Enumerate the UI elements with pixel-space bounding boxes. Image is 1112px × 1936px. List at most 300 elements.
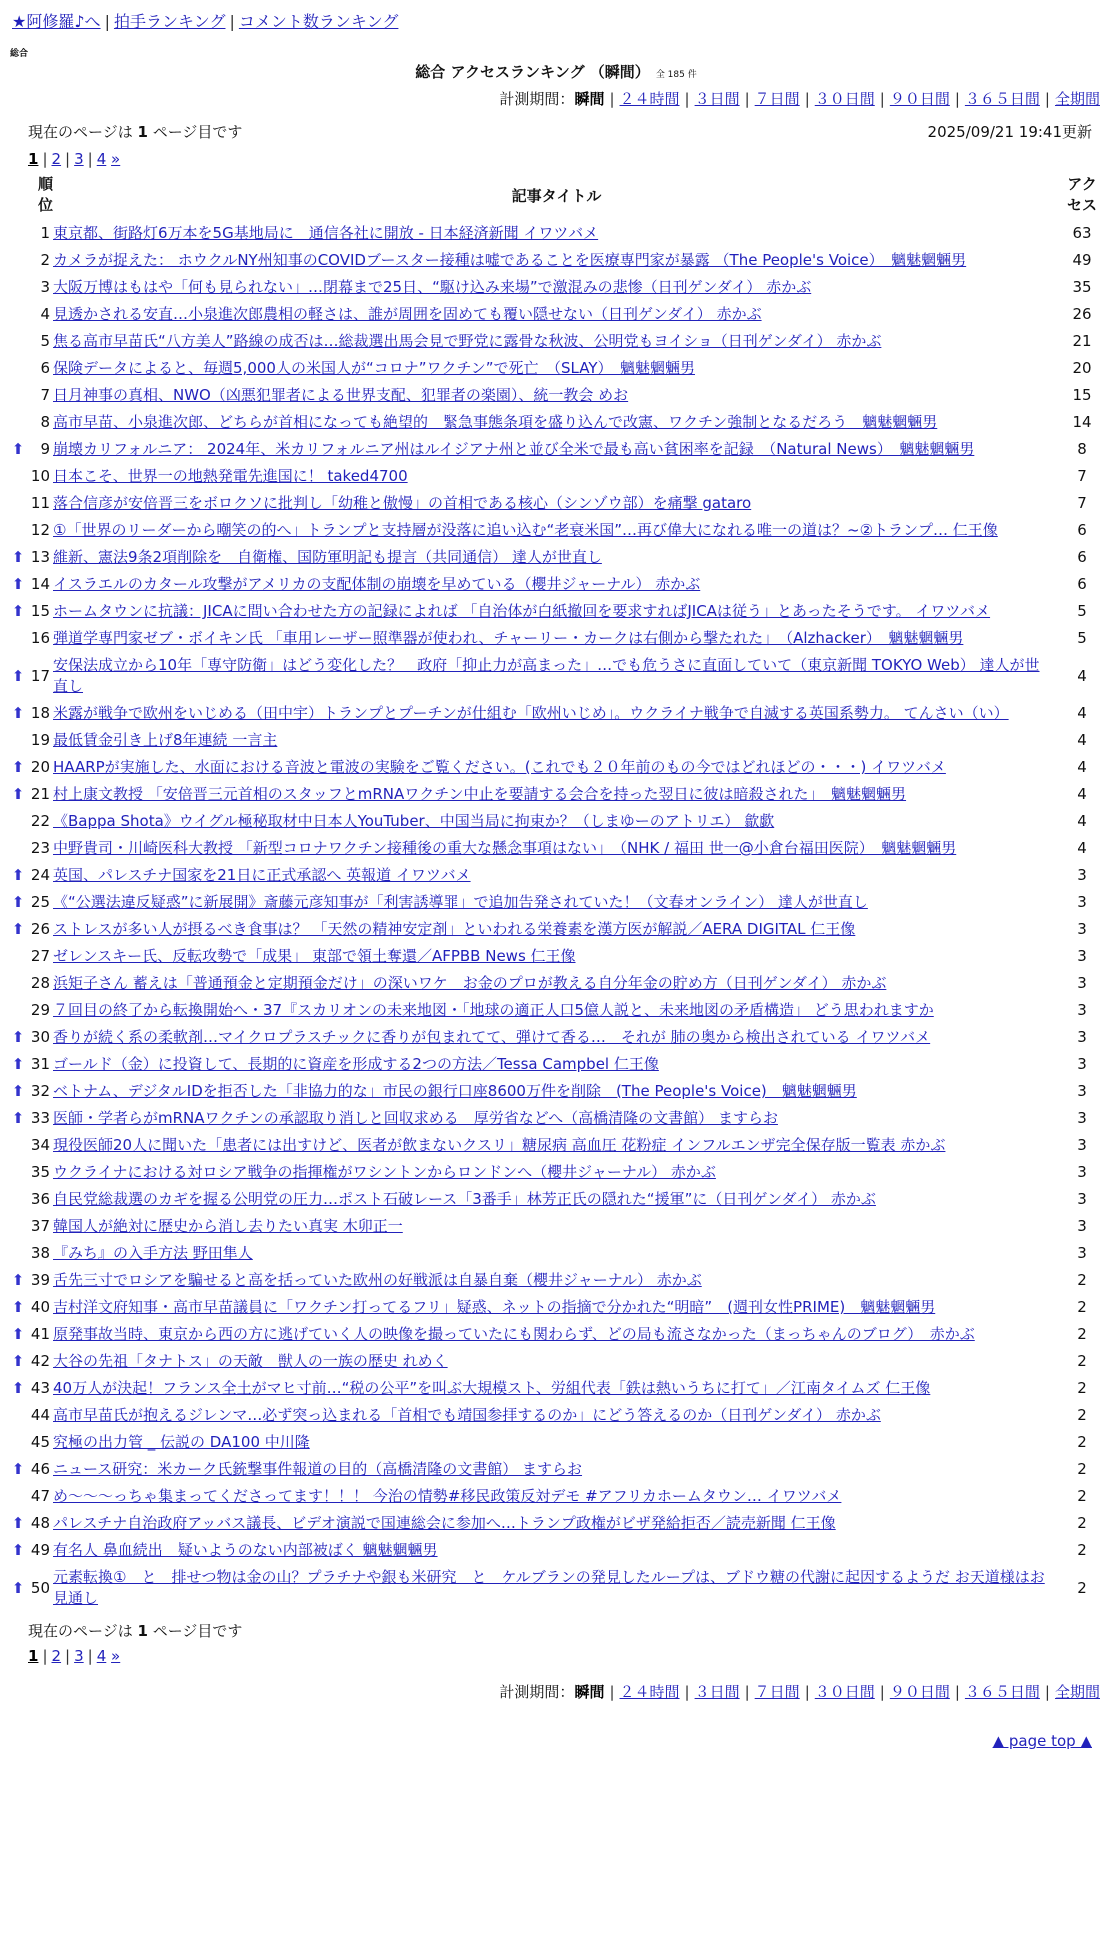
rank-cell: 44 <box>30 1406 50 1424</box>
article-link[interactable]: 弾道学専門家ゼブ・ボイキン氏 「車用レーザー照準器が使われ、チャーリー・カークは右側から撃たれた」 （Alzhacker） 魑魅魍魎男 <box>53 629 964 647</box>
article-link[interactable]: 《Bappa Shota》ウイグル極秘取材中日本人YouTuber、中国当局に拘束か？（しまゆーのアトリエ） 歙歔 <box>53 812 775 830</box>
table-row <box>10 1456 1104 1483</box>
period-link[interactable]: ７日間 <box>754 90 800 108</box>
table-row <box>10 571 1104 598</box>
title-cell <box>53 1105 1060 1132</box>
rank-change-cell <box>10 1321 26 1348</box>
title-cell <box>53 1537 1060 1564</box>
up-arrow-icon: ⬆ <box>11 704 25 722</box>
pager-separator: | <box>65 1647 71 1665</box>
rank-cell: 22 <box>30 812 50 830</box>
access-count-cell: 2 <box>1077 1433 1087 1451</box>
rank-cell: 4 <box>40 305 50 323</box>
table-row <box>10 1402 1104 1429</box>
table-row <box>10 916 1104 943</box>
period-link[interactable]: ３０日間 <box>814 90 875 108</box>
title-cell <box>53 754 1060 781</box>
period-link[interactable]: ７日間 <box>754 1683 800 1701</box>
title-cell <box>53 1402 1060 1429</box>
article-link[interactable]: ホームタウンに抗議：JICAに問い合わせた方の記録によれば 「自治体が白紙撤回を要求すればJICAは従う」とあったそうです。 イワツバメ <box>53 602 991 620</box>
table-row <box>10 1078 1104 1105</box>
rank-change-cell <box>10 463 26 490</box>
rank-change-cell <box>10 1159 26 1186</box>
access-count-cell: 2 <box>1077 1271 1087 1289</box>
article-link[interactable]: 40万人が決起！フランス全土がマヒ寸前…“税の公平”を叫ぶ大規模スト、労組代表「鉄は熱いうちに打て」／江南タイムズ 仁王像 <box>53 1379 931 1397</box>
up-arrow-icon: ⬆ <box>11 1109 25 1127</box>
title-cell <box>53 1348 1060 1375</box>
page-top-link[interactable]: ▲ page top ▲ <box>992 1732 1092 1750</box>
pager-bottom <box>28 1647 1102 1665</box>
table-row <box>10 490 1104 517</box>
rank-cell: 2 <box>40 251 50 269</box>
status-bar <box>28 121 1092 142</box>
table-row <box>10 1483 1104 1510</box>
rank-change-cell <box>10 970 26 997</box>
period-separator: | <box>954 1683 960 1701</box>
article-link[interactable]: 有名人 鼻血続出 疑いようのない内部被ばく 魑魅魍魎男 <box>53 1541 438 1559</box>
rank-change-cell <box>10 382 26 409</box>
title-cell <box>53 355 1060 382</box>
table-row <box>10 1510 1104 1537</box>
rank-cell: 16 <box>30 629 50 647</box>
up-arrow-icon: ⬆ <box>11 602 25 620</box>
rank-cell: 50 <box>30 1578 50 1597</box>
article-link[interactable]: 韓国人が絶対に歴史から消し去りたい真実 木卯正一 <box>53 1217 403 1235</box>
pager-page-link[interactable]: 3 <box>74 1647 84 1665</box>
title-cell <box>53 1159 1060 1186</box>
up-arrow-icon: ⬆ <box>11 1541 25 1559</box>
access-count-cell: 4 <box>1077 666 1087 685</box>
period-link[interactable]: 全期間 <box>1054 90 1100 108</box>
period-separator: | <box>1044 90 1050 108</box>
rank-cell: 10 <box>30 467 50 485</box>
rank-cell: 8 <box>40 413 50 431</box>
article-link[interactable]: 村上康文教授 「安倍晋三元首相のスタッフとmRNAワクチン中止を要請する会合を持った翌日に彼は暗殺された」 魑魅魍魎男 <box>53 785 907 803</box>
rank-change-cell <box>10 700 26 727</box>
title-cell <box>53 274 1060 301</box>
rank-cell: 29 <box>30 1001 50 1019</box>
period-separator: | <box>684 1683 690 1701</box>
title-cell <box>53 1375 1060 1402</box>
table-row <box>10 1213 1104 1240</box>
rank-change-cell <box>10 1402 26 1429</box>
period-separator: | <box>684 90 690 108</box>
article-link[interactable]: ７回目の終了から転換開始へ・37『スカリオンの未来地図・「地球の適正人口5億人説と、未来地図の矛盾構造」 どう思われますか <box>53 1001 934 1019</box>
table-row <box>10 754 1104 781</box>
access-count-cell: 4 <box>1077 731 1087 749</box>
rank-change-cell <box>10 835 26 862</box>
rank-change-cell <box>10 220 26 247</box>
article-link[interactable]: 焦る高市早苗氏“八方美人”路線の成否は…総裁選出馬会見で野党に露骨な秋波、公明党もヨイショ（日刊ゲンダイ） 赤かぶ <box>53 332 882 350</box>
rank-cell: 11 <box>30 494 50 512</box>
rank-change-cell <box>10 409 26 436</box>
access-count-cell: 21 <box>1072 332 1092 350</box>
rank-change-cell <box>10 1024 26 1051</box>
article-link[interactable]: 維新、憲法9条2項削除を 自衛権、国防軍明記も提言（共同通信） 達人が世直し <box>53 548 602 566</box>
rank-change-cell <box>10 571 26 598</box>
article-link[interactable]: 高市早苗氏が抱えるジレンマ…必ず突っ込まれる「首相でも靖国参拝するのか」にどう答えるのか（日刊ゲンダイ） 赤かぶ <box>53 1406 881 1424</box>
up-arrow-icon: ⬆ <box>11 920 25 938</box>
title-cell <box>53 517 1060 544</box>
rank-change-cell <box>10 1213 26 1240</box>
article-link[interactable]: 『みち』の入手方法 野田隼人 <box>53 1244 253 1262</box>
article-link[interactable]: 《“公選法違反疑惑”に新展開》斎藤元彦知事が「利害誘導罪」で追加告発されていた！（文春オンライン） 達人が世直し <box>53 893 868 911</box>
rank-change-cell <box>10 727 26 754</box>
rank-change-cell <box>10 544 26 571</box>
table-row <box>10 1321 1104 1348</box>
article-link[interactable]: 舌先三寸でロシアを騙せると高を括っていた欧州の好戦派は自暴自棄（櫻井ジャーナル） 赤かぶ <box>53 1271 702 1289</box>
title-cell <box>53 652 1060 700</box>
applause-ranking-link[interactable]: 拍手ランキング <box>113 12 226 31</box>
table-row <box>10 727 1104 754</box>
rank-column-header: 順位 <box>37 175 53 214</box>
up-arrow-icon: ⬆ <box>11 1271 25 1289</box>
rank-cell: 27 <box>30 947 50 965</box>
up-arrow-icon: ⬆ <box>11 893 25 911</box>
top-navigation <box>12 10 1102 34</box>
title-cell <box>53 1321 1060 1348</box>
article-link[interactable]: 香りが続く系の柔軟剤…マイクロプラスチックに香りが包まれてて、弾けて香る… それが 肺の奥から検出されている イワツバメ <box>53 1028 931 1046</box>
article-link[interactable]: 大谷の先祖「タナトス」の天敵 獣人の一族の歴史 れめく <box>53 1352 448 1370</box>
rank-change-cell <box>10 328 26 355</box>
access-count-cell: 3 <box>1077 947 1087 965</box>
article-link[interactable]: 最低賃金引き上げ8年連続 一言主 <box>53 731 278 749</box>
access-count-cell: 6 <box>1077 521 1087 539</box>
rank-cell: 18 <box>30 704 50 722</box>
table-row <box>10 328 1104 355</box>
rank-cell: 17 <box>30 666 50 685</box>
article-link[interactable]: パレスチナ自治政府アッバス議長、ビデオ演説で国連総会に参加へ…トランプ政権がビザ発給拒否／読売新聞 仁王像 <box>53 1514 836 1532</box>
rank-change-cell <box>10 1483 26 1510</box>
rank-cell: 40 <box>30 1298 50 1316</box>
rank-change-cell <box>10 889 26 916</box>
rank-change-cell <box>10 1132 26 1159</box>
table-row <box>10 1132 1104 1159</box>
article-link[interactable]: HAARPが実施した、水面における音波と電波の実験をご覧ください。(これでも２０年前のもの今ではどれほどの・・・) イワツバメ <box>53 758 946 776</box>
article-link[interactable]: 大阪万博はもはや「何も見られない」…閉幕まで25日、“駆け込み来場”で激混みの悲惨（日刊ゲンダイ） 赤かぶ <box>53 278 812 296</box>
pager-page-link[interactable]: 2 <box>51 150 62 168</box>
rank-cell: 28 <box>30 974 50 992</box>
rank-cell: 35 <box>30 1163 50 1181</box>
article-link[interactable]: ①「世界のリーダーから嘲笑の的へ」トランプと支持層が没落に追い込む“老衰米国”…再び偉大になれる唯一の道は？~②トランプ… 仁王像 <box>53 521 998 539</box>
pager-page-link[interactable]: 2 <box>51 1647 62 1665</box>
table-row <box>10 1348 1104 1375</box>
article-link[interactable]: 元素転換① と 排せつ物は金の山？プラチナや銀も米研究 と ケルブランの発見したループは、ブドウ糖の代謝に起因するようだ お天道様はお見通し <box>53 1568 1045 1607</box>
period-separator: | <box>879 90 885 108</box>
period-link[interactable]: ３０日間 <box>814 1683 875 1701</box>
title-cell <box>53 1267 1060 1294</box>
table-row <box>10 700 1104 727</box>
nav-separator: | <box>229 12 235 31</box>
period-link[interactable]: ３日間 <box>694 90 740 108</box>
title-cell <box>53 727 1060 754</box>
period-link[interactable]: 全期間 <box>1054 1683 1100 1701</box>
table-row <box>10 889 1104 916</box>
rank-cell: 49 <box>30 1541 50 1559</box>
up-arrow-icon: ⬆ <box>11 1578 25 1597</box>
pager-current-page: 1 <box>28 1647 39 1665</box>
pager-separator: | <box>87 150 93 168</box>
title-cell <box>53 700 1060 727</box>
rank-cell: 34 <box>30 1136 50 1154</box>
title-cell <box>53 1429 1060 1456</box>
access-count-cell: 3 <box>1077 866 1087 884</box>
title-cell <box>53 997 1060 1024</box>
title-cell <box>53 808 1060 835</box>
article-link[interactable]: カメラが捉えた： ホウクルNY州知事のCOVIDブースター接種は嘘であることを医療専門家が暴露 （The People's Voice） 魑魅魍魎男 <box>53 251 967 269</box>
rank-cell: 21 <box>30 785 50 803</box>
rank-cell: 33 <box>30 1109 50 1127</box>
period-link[interactable]: ９０日間 <box>889 1683 950 1701</box>
table-row <box>10 544 1104 571</box>
article-link[interactable]: 現役医師20人に聞いた「患者には出すけど、医者が飲まないクスリ」糖尿病 高血圧 花粉症 インフルエンザ完全保存版一覧表 赤かぶ <box>53 1136 946 1154</box>
article-link[interactable]: 落合信彦が安倍晋三をボロクソに批判し「幼稚と傲慢」の首相である核心（シンゾウ部）を痛撃 gataro <box>53 494 752 512</box>
period-link[interactable]: ２４時間 <box>619 1683 680 1701</box>
access-count-cell: 3 <box>1077 1082 1087 1100</box>
article-link[interactable]: 見透かされる安直…小泉進次郎農相の軽さは、誰が周囲を固めても覆い隠せない（日刊ゲンダイ） 赤かぶ <box>53 305 762 323</box>
access-count-cell: 3 <box>1077 1109 1087 1127</box>
table-row <box>10 517 1104 544</box>
rank-change-cell <box>10 301 26 328</box>
article-link[interactable]: 原発事故当時、東京から西の方に逃げていく人の映像を撮っていたにも関わらず、どの局も流さなかった（まっちゃんのブログ） 赤かぶ <box>53 1325 975 1343</box>
pager-separator: | <box>87 1647 93 1665</box>
access-count-cell: 2 <box>1077 1578 1087 1597</box>
rank-change-cell <box>10 1078 26 1105</box>
article-link[interactable]: 日本こそ、世界一の地熱発電先進国に！ taked4700 <box>53 467 408 485</box>
article-link[interactable]: 東京都、街路灯6万本を5G基地局に 通信各社に開放 - 日本経済新聞 イワツバメ <box>53 224 599 242</box>
current-page-number: 1 <box>137 123 148 141</box>
rank-change-cell <box>10 1051 26 1078</box>
pager-separator: | <box>42 150 48 168</box>
rank-cell: 14 <box>30 575 50 593</box>
rank-change-cell <box>10 997 26 1024</box>
title-cell <box>53 781 1060 808</box>
up-arrow-icon: ⬆ <box>11 1460 25 1478</box>
access-count-cell: 3 <box>1077 1028 1087 1046</box>
article-link[interactable]: 米露が戦争で欧州をいじめる（田中宇）トランプとプーチンが仕組む「欧州いじめ」。ウクライナ戦争で自滅する英国系勢力。 てんさい（い） <box>53 704 1009 722</box>
rank-change-cell <box>10 781 26 808</box>
rank-change-cell <box>10 862 26 889</box>
rank-change-cell <box>10 1537 26 1564</box>
rank-change-cell <box>10 247 26 274</box>
pager-separator: | <box>65 150 71 168</box>
period-selector <box>10 88 1100 109</box>
up-arrow-icon: ⬆ <box>11 785 25 803</box>
table-row <box>10 862 1104 889</box>
table-row <box>10 970 1104 997</box>
title-cell <box>53 382 1060 409</box>
article-link[interactable]: 高市早苗、小泉進次郎、どちらが首相になっても絶望的 緊急事態条項を盛り込んで改憲、ワクチン強制となるだろう 魑魅魍魎男 <box>53 413 938 431</box>
rank-change-cell <box>10 625 26 652</box>
table-row <box>10 274 1104 301</box>
rank-change-cell <box>10 1456 26 1483</box>
table-row <box>10 652 1104 700</box>
title-cell <box>53 625 1060 652</box>
article-link[interactable]: 自民党総裁選のカギを握る公明党の圧力…ポスト石破レース「3番手」林芳正氏の隠れた“援軍”に（日刊ゲンダイ） 赤かぶ <box>53 1190 876 1208</box>
up-arrow-icon: ⬆ <box>11 575 25 593</box>
access-count-cell: 4 <box>1077 812 1087 830</box>
period-separator: | <box>804 90 810 108</box>
period-selector-bottom <box>10 1681 1100 1702</box>
up-arrow-icon: ⬆ <box>11 1379 25 1397</box>
table-row <box>10 943 1104 970</box>
table-row <box>10 355 1104 382</box>
current-page-info: 現在のページは 1 ページ目です <box>28 1622 243 1640</box>
article-link[interactable]: 英国、パレスチナ国家を21日に正式承認へ 英報道 イワツバメ <box>53 866 471 884</box>
access-count-cell: 2 <box>1077 1379 1087 1397</box>
current-page-info: 現在のページは 1 ページ目です <box>28 123 243 141</box>
rank-cell: 13 <box>30 548 50 566</box>
up-arrow-icon: ⬆ <box>11 1352 25 1370</box>
table-row <box>10 463 1104 490</box>
rank-cell: 19 <box>30 731 50 749</box>
article-link[interactable]: 医師・学者らがmRNAワクチンの承認取り消しと回収求める 厚労省などへ（高橋清隆の文書館） ますらお <box>53 1109 778 1127</box>
title-cell <box>53 409 1060 436</box>
pager-page-link[interactable]: 3 <box>74 150 84 168</box>
article-link[interactable]: ゴールド（金）に投資して、長期的に資産を形成する2つの方法／Tessa Campbel 仁王像 <box>53 1055 659 1073</box>
article-link[interactable]: 吉村洋文府知事・高市早苗議員に「ワクチン打ってるフリ」疑惑、ネットの指摘で分かれた“明暗” (週刊女性PRIME) 魑魅魍魎男 <box>53 1298 936 1316</box>
title-cell <box>53 1483 1060 1510</box>
rank-change-cell <box>10 1564 26 1612</box>
article-link[interactable]: 安保法成立から10年「専守防衛」はどう変化した？ 政府「抑止力が高まった」…でも危うさに直面していて（東京新聞 TOKYO Web） 達人が世直し <box>53 656 1040 695</box>
access-count-cell: 3 <box>1077 1190 1087 1208</box>
access-count-cell: 14 <box>1072 413 1092 431</box>
rank-change-cell <box>10 436 26 463</box>
period-link[interactable]: ３６５日間 <box>964 1683 1040 1701</box>
period-separator: | <box>879 1683 885 1701</box>
access-count-cell: 4 <box>1077 839 1087 857</box>
period-link[interactable]: ３６５日間 <box>964 90 1040 108</box>
article-link[interactable]: ニュース研究：米カーク氏銃撃事件報道の目的（高橋清隆の文書館） ますらお <box>53 1460 583 1478</box>
up-arrow-icon: ⬆ <box>11 1028 25 1046</box>
title-cell <box>53 1510 1060 1537</box>
category-label: 総合 <box>10 49 29 59</box>
access-count-cell: 2 <box>1077 1298 1087 1316</box>
article-link[interactable]: 浜矩子さん 蓄えは「普通預金と定期預金だけ」の深いワケ お金のプロが教える自分年金の貯め方（日刊ゲンダイ） 赤かぶ <box>53 974 887 992</box>
access-count-cell: 4 <box>1077 785 1087 803</box>
article-link[interactable]: 究極の出力管 _ 伝説の DA100 中川隆 <box>53 1433 310 1451</box>
title-cell <box>53 970 1060 997</box>
title-cell <box>53 301 1060 328</box>
rank-change-cell <box>10 1429 26 1456</box>
rank-cell: 47 <box>30 1487 50 1505</box>
title-cell <box>53 436 1060 463</box>
arrow-column-header <box>10 170 26 220</box>
rank-cell: 3 <box>40 278 50 296</box>
access-count-cell: 3 <box>1077 1217 1087 1235</box>
table-header-row <box>10 170 1104 220</box>
rank-cell: 31 <box>30 1055 50 1073</box>
article-link[interactable]: ストレスが多い人が摂るべき食事は？ 「天然の精神安定剤」といわれる栄養素を漢方医が解説／AERA DIGITAL 仁王像 <box>53 920 856 938</box>
period-link[interactable]: ２４時間 <box>619 90 680 108</box>
pager-next-link[interactable]: » <box>111 1647 121 1665</box>
table-row <box>10 1564 1104 1612</box>
up-arrow-icon: ⬆ <box>11 758 25 776</box>
access-count-cell: 5 <box>1077 629 1087 647</box>
home-link[interactable]: ★阿修羅♪へ <box>12 12 101 31</box>
period-label: 計測期間： <box>499 90 575 108</box>
table-row <box>10 625 1104 652</box>
rank-cell: 23 <box>30 839 50 857</box>
pager-page-link[interactable]: 4 <box>96 1647 107 1665</box>
pager-current-page: 1 <box>28 150 39 168</box>
title-cell <box>53 1132 1060 1159</box>
article-link[interactable]: 保険データによると、毎週5,000人の米国人が“コロナ”ワクチン”で死亡 （SLAY） 魑魅魍魎男 <box>53 359 695 377</box>
title-cell <box>53 1564 1060 1612</box>
access-count-cell: 49 <box>1072 251 1092 269</box>
period-separator: | <box>954 90 960 108</box>
article-link[interactable]: ゼレンスキー氏、反転攻勢で「成果」 東部で領土奪還／AFPBB News 仁王像 <box>53 947 576 965</box>
table-row <box>10 220 1104 247</box>
ranking-table <box>10 170 1104 1612</box>
title-column-header: 記事タイトル <box>511 186 602 205</box>
access-count-cell: 3 <box>1077 1136 1087 1154</box>
title-cell <box>53 1051 1060 1078</box>
access-count-cell: 63 <box>1072 224 1092 242</box>
title-cell <box>53 1213 1060 1240</box>
rank-change-cell <box>10 490 26 517</box>
access-count-cell: 7 <box>1077 494 1087 512</box>
rank-cell: 1 <box>40 224 50 242</box>
comment-ranking-link[interactable]: コメント数ランキング <box>238 12 399 31</box>
article-link[interactable]: め〜〜〜っちゃ集まってくださってます！！！ 今治の情勢#移民政策反対デモ #アフリカホームタウン… イワツバメ <box>53 1487 842 1505</box>
access-column-header: アクセス <box>1066 175 1097 214</box>
period-link[interactable]: ３日間 <box>694 1683 740 1701</box>
up-arrow-icon: ⬆ <box>11 1055 25 1073</box>
access-count-cell: 3 <box>1077 1163 1087 1181</box>
rank-change-cell <box>10 1294 26 1321</box>
article-link[interactable]: ベトナム、デジタルIDを拒否した「非協力的な」市民の銀行口座8600万件を削除 (The People's Voice) 魑魅魍魎男 <box>53 1082 857 1100</box>
title-cell <box>53 463 1060 490</box>
article-link[interactable]: 日月神事の真相、NWO（凶悪犯罪者による世界支配、犯罪者の楽園）、統一教会 めお <box>53 386 629 404</box>
pager-next-link[interactable]: » <box>111 150 121 168</box>
access-count-cell: 4 <box>1077 758 1087 776</box>
access-count-cell: 15 <box>1072 386 1092 404</box>
rank-change-cell <box>10 1105 26 1132</box>
title-cell <box>53 862 1060 889</box>
rank-cell: 6 <box>40 359 50 377</box>
table-row <box>10 1537 1104 1564</box>
table-row <box>10 1240 1104 1267</box>
title-cell <box>53 490 1060 517</box>
article-link[interactable]: ウクライナにおける対ロシア戦争の指揮権がワシントンからロンドンへ（櫻井ジャーナル） 赤かぶ <box>53 1163 716 1181</box>
rank-cell: 20 <box>30 758 50 776</box>
table-row <box>10 997 1104 1024</box>
access-count-cell: 2 <box>1077 1487 1087 1505</box>
access-count-cell: 2 <box>1077 1352 1087 1370</box>
rank-cell: 12 <box>30 521 50 539</box>
rank-change-cell <box>10 754 26 781</box>
rank-change-cell <box>10 1267 26 1294</box>
title-cell <box>53 943 1060 970</box>
article-link[interactable]: 崩壊カリフォルニア： 2024年、米カリフォルニア州はルイジアナ州と並び全米で最も高い貧困率を記録 （Natural News） 魑魅魍魎男 <box>53 440 975 458</box>
table-row <box>10 1159 1104 1186</box>
article-link[interactable]: 中野貴司・川崎医科大教授 「新型コロナワクチン接種後の重大な懸念事項はない」 （NHK / 福田 世一@小倉台福田医院） 魑魅魍魎男 <box>53 839 957 857</box>
access-count-cell: 2 <box>1077 1406 1087 1424</box>
rank-cell: 24 <box>30 866 50 884</box>
rank-change-cell <box>10 274 26 301</box>
access-count-cell: 3 <box>1077 1001 1087 1019</box>
status-bar-bottom <box>28 1620 1092 1641</box>
table-row <box>10 1186 1104 1213</box>
pager-separator: | <box>42 1647 48 1665</box>
ranking-header <box>10 61 1102 82</box>
updated-timestamp: 2025/09/21 19:41更新 <box>927 123 1092 141</box>
period-link[interactable]: ９０日間 <box>889 90 950 108</box>
table-row <box>10 301 1104 328</box>
pager-page-link[interactable]: 4 <box>96 150 107 168</box>
article-link[interactable]: イスラエルのカタール攻撃がアメリカの支配体制の崩壊を早めている（櫻井ジャーナル） 赤かぶ <box>53 575 701 593</box>
